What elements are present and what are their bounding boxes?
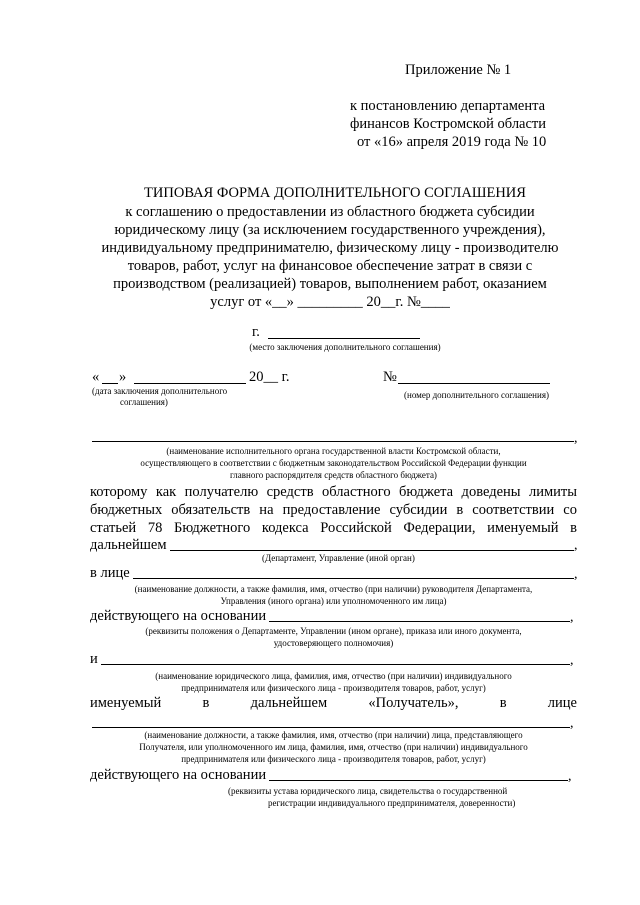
title-line-6: услуг от «__» _________ 20__г. №____ [210, 294, 450, 310]
recipient-comma: , [570, 653, 574, 668]
basis1-caption-2: удостоверяющего полномочия) [273, 638, 394, 648]
basis2-comma: , [568, 769, 572, 784]
organ-caption-3: главного распорядителя средств областного бюджета) [230, 470, 437, 480]
basis2-row [90, 767, 568, 784]
person-caption-1: (наименование должности, а также фамилия, имя, отчество (при наличии) руководителя Департамента, [134, 584, 533, 594]
title-line-3: индивидуальному предпринимателю, физическому лицу - производителю [101, 240, 559, 256]
number-caption: (номер дополнительного соглашения) [404, 390, 549, 400]
recipient-field[interactable] [101, 664, 570, 665]
named-word-5: в [499, 695, 507, 711]
basis1-row [90, 608, 570, 625]
organ-caption-2: осуществляющего в соответствии с бюджетным законодательством Российской Федерации функции [140, 458, 527, 468]
basis2-caption-2: регистрации индивидуального предпринимателя, доверенности) [268, 798, 516, 808]
basis1-label: действующего на основании [90, 608, 267, 624]
recipient-caption-2: предпринимателя или физического лица - производителя товаров, работ, услуг) [181, 683, 486, 693]
decree-line-1: к постановлению департамента [350, 98, 546, 114]
number-field[interactable] [398, 383, 550, 384]
date-year: 20__ г. [249, 369, 290, 385]
place-caption: (место заключения дополнительного соглашения) [249, 342, 441, 352]
rep-caption-1: (наименование должности, а также фамилия, имя, отчество (при наличии) лица, представляющего [144, 730, 523, 740]
department-caption: (Департамент, Управление (иной орган) [262, 553, 415, 563]
rep-caption-3: предпринимателя или физического лица - производителя товаров, работ, услуг) [181, 754, 486, 764]
title-line-4: товаров, работ, услуг на финансовое обеспечение затрат в связи с [127, 258, 533, 274]
date-month-field[interactable] [134, 383, 246, 384]
representative-field[interactable] [92, 727, 570, 728]
para1-line-3: статьей 78 Бюджетного кодекса Российской Федерации, именуемый в [90, 520, 577, 536]
date-day-field[interactable] [102, 383, 118, 384]
place-field[interactable] [268, 338, 420, 339]
department-name-field[interactable] [170, 550, 574, 551]
basis1-field[interactable] [269, 621, 570, 622]
named-word-3: дальнейшем [250, 695, 328, 711]
decree-line-2: финансов Костромской области [350, 116, 547, 132]
recipient-caption-1: (наименование юридического лица, фамилия, имя, отчество (при наличии) индивидуального [155, 671, 512, 681]
person-row [90, 565, 574, 582]
named-line [90, 695, 577, 712]
basis2-caption-1: (реквизиты устава юридического лица, свидетельства о государственной [228, 786, 508, 796]
named-word-6: лице [547, 695, 577, 711]
place-prefix: г. [252, 324, 260, 340]
basis1-comma: , [570, 610, 574, 625]
title-line-5: производством (реализацией) товаров, выполнением работ, оказанием [113, 276, 547, 292]
rep-comma: , [570, 716, 574, 731]
organ-field[interactable] [92, 441, 574, 442]
named-word-4: «Получатель», [368, 695, 459, 711]
named-word-1: именуемый [90, 695, 162, 711]
date-caption-1: (дата заключения дополнительного [92, 386, 228, 396]
title-line-1: к соглашению о предоставлении из областного бюджета субсидии [125, 204, 535, 220]
date-caption-2: соглашения) [120, 397, 168, 407]
para1-comma: , [574, 538, 578, 553]
basis2-field[interactable] [269, 780, 568, 781]
basis2-label: действующего на основании [90, 767, 267, 783]
document-title: ТИПОВАЯ ФОРМА ДОПОЛНИТЕЛЬНОГО СОГЛАШЕНИЯ [144, 185, 526, 201]
person-field[interactable] [133, 578, 574, 579]
para1-line-2: бюджетных обязательств на предоставление субсидии в соответствии со [90, 502, 577, 518]
person-caption-2: Управления (иного органа) или уполномоченного им лица) [220, 596, 447, 606]
named-word-2: в [202, 695, 210, 711]
date-close-quote: » [119, 369, 127, 385]
title-line-2: юридическому лицу (за исключением государственного учреждения), [114, 222, 546, 238]
para1-line-4 [90, 537, 574, 554]
organ-caption-1: (наименование исполнительного органа государственной власти Костромской области, [166, 446, 501, 456]
recipient-label: и [90, 651, 98, 667]
person-comma: , [574, 567, 578, 582]
appendix-number: Приложение № 1 [405, 62, 512, 78]
date-open-quote: « [92, 369, 100, 385]
organ-comma: , [574, 431, 578, 446]
para1-line-1: которому как получателю средств областного бюджета доведены лимиты [90, 484, 577, 500]
number-prefix: № [383, 369, 397, 385]
para1-hereinafter: дальнейшем [90, 537, 167, 553]
rep-caption-2: Получателя, или уполномоченного им лица, фамилия, имя, отчество (при наличии) индивидуального [139, 742, 528, 752]
decree-line-3: от «16» апреля 2019 года № 10 [357, 134, 547, 150]
basis1-caption-1: (реквизиты положения о Департаменте, Управлении (ином органе), приказа или иного документа, [145, 626, 522, 636]
recipient-row [90, 651, 570, 668]
person-label: в лице [90, 565, 130, 581]
